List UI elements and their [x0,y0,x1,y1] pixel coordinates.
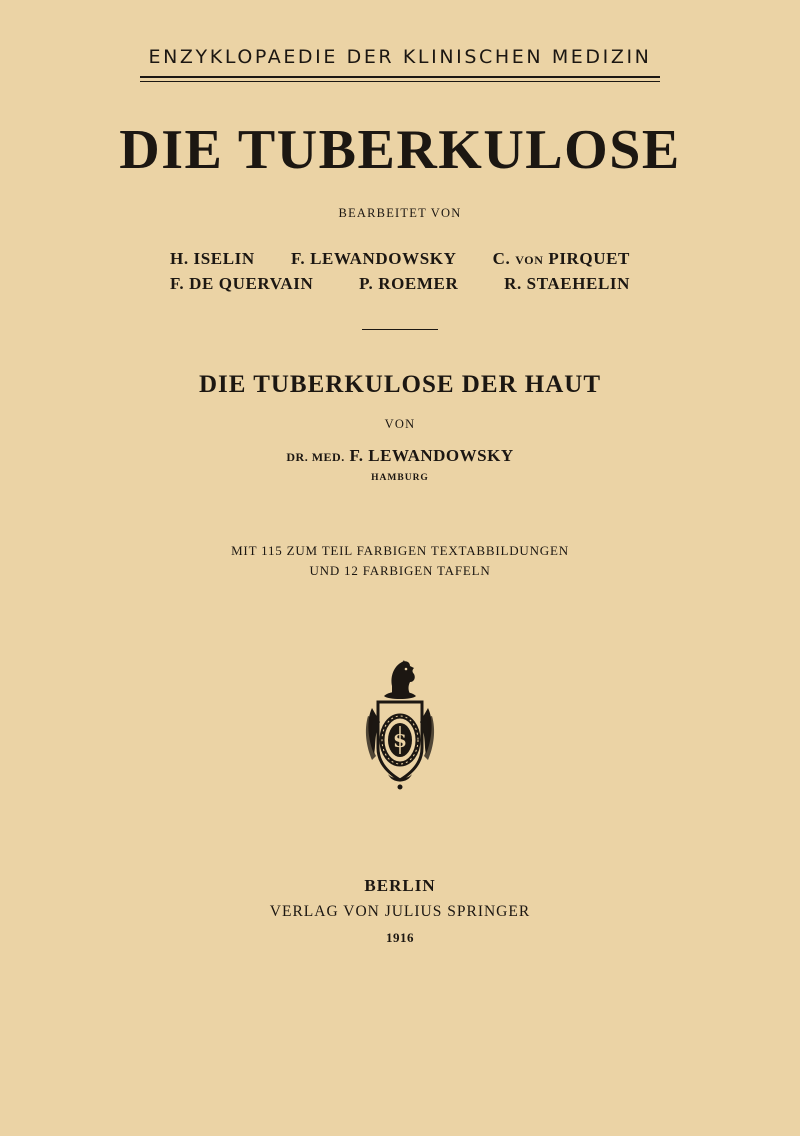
author-name: H. ISELIN [170,249,255,268]
authors-row-2 [170,274,630,294]
section-divider [362,329,438,330]
publication-city: BERLIN [364,876,436,895]
illustrations-line-2: UND 12 FARBIGEN TAFELN [309,563,491,578]
svg-text:S: S [393,731,407,752]
author-name: F. LEWANDOWSKY [349,446,514,465]
by-label: VON [384,417,416,431]
author-name: C. VON PIRQUET [492,249,630,268]
springer-horse-crest-icon [362,656,438,794]
author-name: F. LEWANDOWSKY [290,249,457,268]
author-name: F. DE QUERVAIN [170,274,314,293]
author-name: P. ROEMER [359,274,459,293]
volume-author [0,446,800,466]
main-title: DIE TUBERKULOSE [119,119,681,181]
illustrations-line-1: MIT 115 ZUM TEIL FARBIGEN TEXTABBILDUNGEN [231,543,569,558]
author-location: HAMBURG [371,473,429,483]
publisher-name: VERLAG VON JULIUS SPRINGER [269,903,531,920]
series-title: ENZYKLOPAEDIE DER KLINISCHEN MEDIZIN [148,46,652,68]
edited-by-label: BEARBEITET VON [338,206,462,220]
publication-year: 1916 [386,930,414,945]
author-name: R. STAEHELIN [504,274,630,293]
authors-row-1 [170,249,630,269]
author-prefix: DR. MED. [286,450,345,464]
volume-subtitle: DIE TUBERKULOSE DER HAUT [198,371,602,398]
series-double-rule [140,76,660,82]
